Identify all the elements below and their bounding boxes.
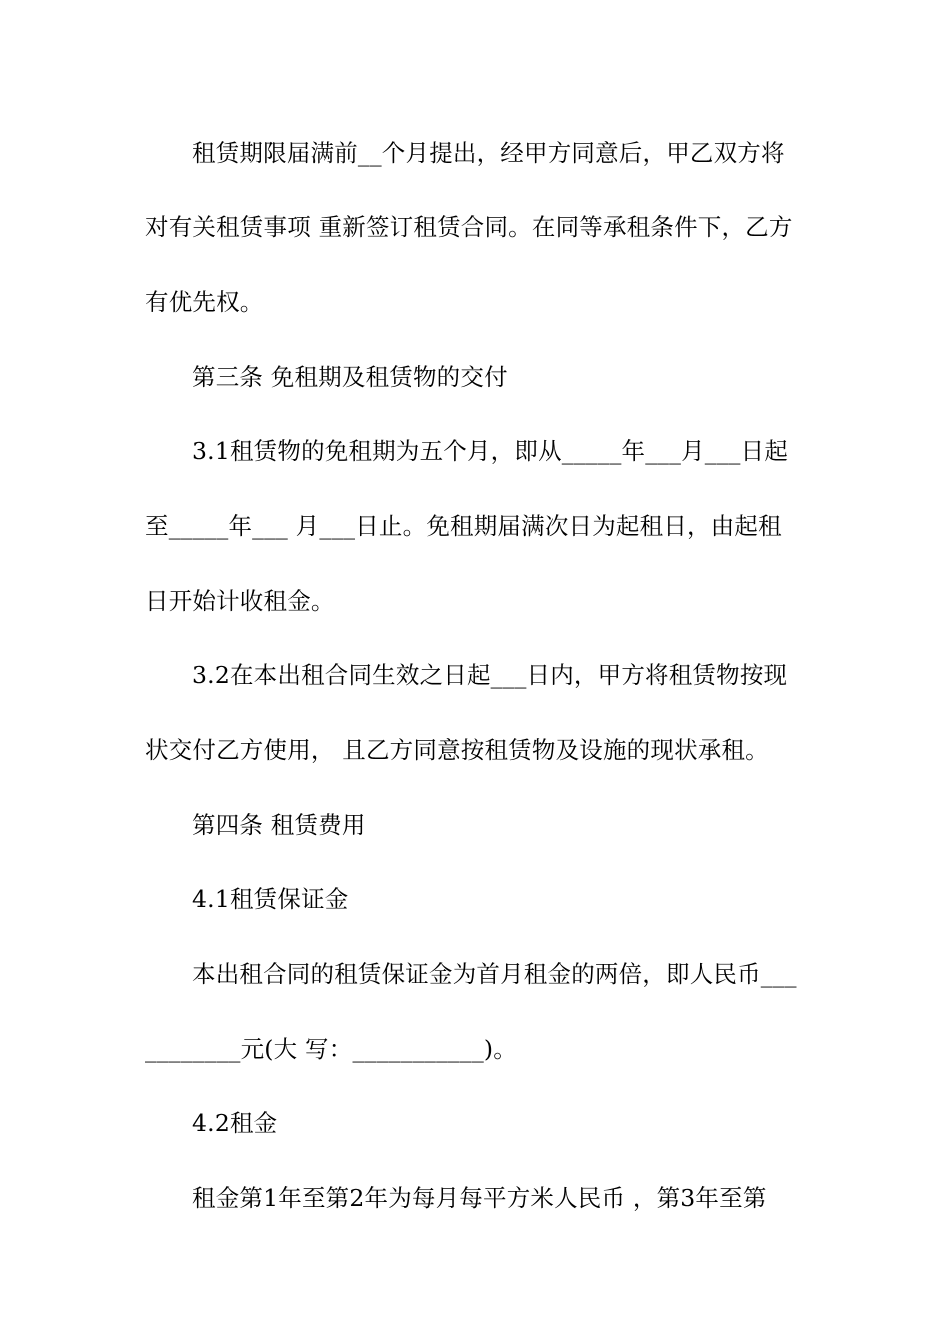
section-heading: 第三条 免租期及租赁物的交付 bbox=[192, 363, 508, 391]
paragraph-line: 状交付乙方使用， 且乙方同意按租赁物及设施的现状承租。 bbox=[145, 736, 769, 764]
paragraph-line: 租赁期限届满前__个月提出，经甲方同意后，甲乙双方将 bbox=[192, 139, 785, 167]
paragraph-line: 本出租合同的租赁保证金为首月租金的两倍，即人民币___ bbox=[192, 960, 797, 988]
paragraph-line: 租金第1年至第2年为每月每平方米人民币 ，第3年至第 bbox=[192, 1184, 767, 1212]
paragraph-line: 至_____年___ 月___日止。免租期届满次日为起租日，由起租 bbox=[145, 512, 782, 540]
paragraph-line: 有优先权。 bbox=[145, 288, 264, 316]
paragraph-line: 日开始计收租金。 bbox=[145, 587, 335, 615]
paragraph-line: 3.2在本出租合同生效之日起___日内，甲方将租赁物按现 bbox=[192, 661, 788, 689]
paragraph-line: 对有关租赁事项 重新签订租赁合同。在同等承租条件下，乙方 bbox=[145, 213, 793, 241]
subsection-heading: 4.2租金 bbox=[192, 1109, 278, 1137]
section-heading: 第四条 租赁费用 bbox=[192, 811, 366, 839]
subsection-heading: 4.1租赁保证金 bbox=[192, 885, 349, 913]
paragraph-line: 3.1租赁物的免租期为五个月，即从_____年___月___日起 bbox=[192, 437, 789, 465]
paragraph-line: ________元(大 写：___________)。 bbox=[145, 1035, 517, 1063]
